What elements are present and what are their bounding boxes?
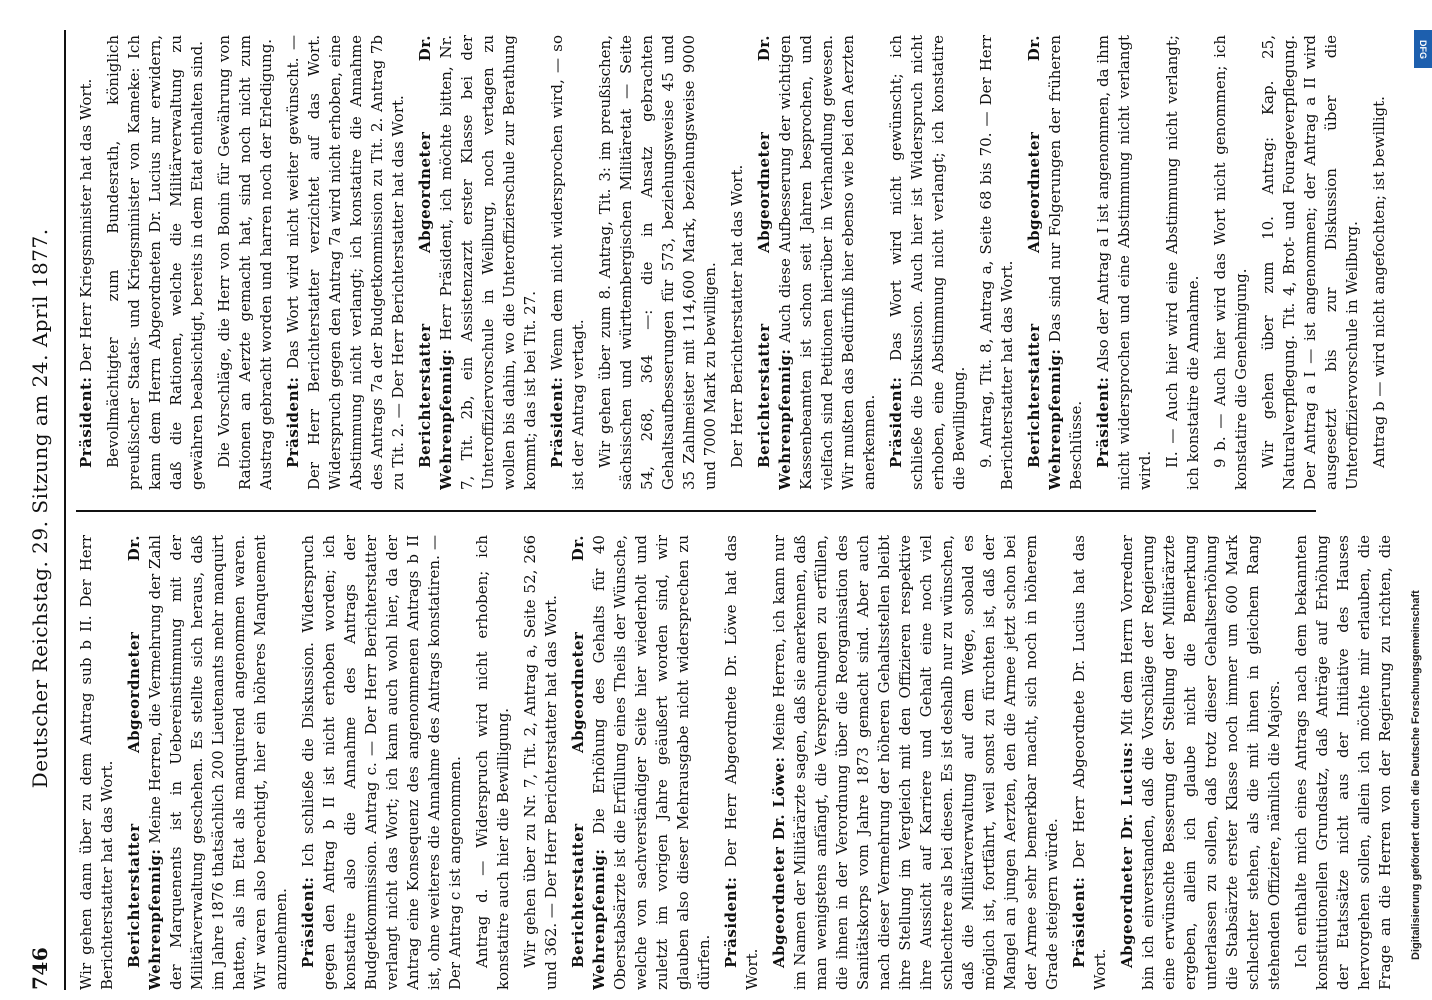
paragraph-text: Meine Herren, die Vermehrung der Zahl der Marquenents ist in Uebereinstimmung mit der Militärverwaltung geschehen. Es stellte sich heraus, daß im Jahre 1876 thatsächlich 200 Lieutenants mehr manquirt hatten, als im Etat als manquirend angenommen waren. Wir waren also berechtigt, hier ein höheres Manquement anzunehmen. [146,535,290,990]
paragraph-text: Auch diese Aufbesserung der wichtigen Kassenbeamten ist schon seit Jahren besprochen, und vielfach sind Petitionen hierüber in Verhandlung gewesen. Wir mußten das Bedürfniß hier ebenso wie bei den Aerzten anerkennen. [776,35,878,490]
paragraph [1162,35,1204,490]
paragraph [547,35,589,490]
digitization-note: Digitalisierung gefördert durch die Deutsche Forschungsgemeinschaft [1410,590,1422,960]
paragraph-text: Herr Präsident, ich möchte bitten, Nr. 7, Tit. 2b, ein Assistenzarzt erster Klasse bei der Unteroffiziervorschule in Weilburg, noch vertagen zu wollen bis dahin, wo die Unteroffizierschule zur Berathung kommt; das ist bei Tit. 27. [437,35,539,490]
paragraph-text: Der Herr Abgeordnete Dr. Lucius hat das Wort. [1070,535,1109,990]
paragraph-text: Das Wort wird nicht gewünscht; ich schließe die Diskussion. Auch hier ist Widerspruch nicht erhoben, eine Abstimmung nicht verlangt; ich konstatire die Bewilligung. [887,35,968,490]
side-note [1410,40,1428,960]
paragraph [976,35,1018,490]
paragraph-text: Wir gehen über zum 8. Antrag, Tit. 3: im preußischen, sächsischen und württembergischen Militäretat — Seite 54, 268, 364 —: die in Ansatz gebrachten Gehaltsaufbesserungen für 573, beziehungsweise 45 und 35 Zahlmeister mit 114,600 Mark, beziehungsweise 9000 und 7000 Mark zu bewilligen. [596,35,719,490]
paragraph-text: Die Vorschläge, die Herr von Bonin für Gewährung von Rationen an Aerzte gemacht hat, sind noch nicht zum Austrag gebracht worden und harren noch der Erledigung. [215,35,275,490]
paragraph [886,35,970,490]
paragraph [754,35,880,490]
paragraph-text: 9 b. — Auch hier wird das Wort nicht genommen; ich konstatire die Genehmigung. [1211,35,1250,490]
paragraph [103,35,208,490]
paragraph-text: Das Wort wird nicht weiter gewünscht. — Der Herr Berichterstatter verzichtet auf das Wort. Widerspruch gegen den Antrag 7a wird nicht erhoben, eine Abstimmung nicht verlangt; ich konstatire die Annahme des Antrags 7a der Budgetkommission zu Tit. 2. Antrag 7b zu Tit. 2. — Der Herr Berichterstatter hat das Wort. [284,35,407,490]
paragraph [472,535,514,990]
speaker-label: Präsident: [722,876,740,968]
paragraph-text: Das sind nur Folgerungen der früheren Beschlüsse. [1046,35,1085,490]
page [20,30,1400,990]
paragraph-text: Wir gehen über zum 10. Antrag: Kap. 25, Naturalverpflegung. Tit. 4, Brot- und Fourageverpflegung. Der Antrag a I — ist angenommen; der Antrag a II wird ausgesetzt bis zur Diskussion über die Unteroffiziervorschule in Weilburg. [1259,35,1361,490]
speaker-label: Präsident: [284,376,302,468]
paragraph-text: Antrag d. — Widerspruch wird nicht erhoben; ich konstatire auch hier die Bewilligung. [473,535,512,990]
speaker-label: Abgeordneter Dr. Lucius: [1118,741,1136,968]
paragraph-text: Der Herr Berichterstatter hat das Wort. [728,164,746,468]
speaker-label: Berichterstatter Abgeordneter Dr. Wehrenpfennig: [569,535,608,990]
paragraph [76,35,97,490]
paragraph [415,35,541,490]
paragraph-text: Der Herr Kriegsminister hat das Wort. [77,78,95,372]
paragraph [595,35,721,490]
paragraph [769,535,1063,990]
paragraph-text: Also der Antrag a I ist angenommen, da ihm nicht widersprochen und eine Abstimmung nicht verlangt wird. [1094,35,1154,490]
page-header [20,30,60,990]
paragraph [124,535,292,990]
speaker-label: Berichterstatter Abgeordneter Dr. Wehrenpfennig: [416,35,455,490]
speaker-label: Präsident: [299,876,317,968]
paragraph [1093,35,1156,490]
paragraph-text: 9. Antrag, Tit. 8, Antrag a, Seite 68 bis 70. — Der Herr Berichterstatter hat das Wort. [977,35,1016,490]
paragraph-text: Meine Herren, ich kann nur im Namen der Militärärzte sagen, daß sie anerkennen, daß man wenigstens anfängt, die Versprechungen zu erfüllen, die ihnen in der Verordnung über die Reorganisation des Sanitätskorps vom Jahre 1873 gemacht sind. Aber auch nach dieser Vermehrung der höheren Gehaltsstellen bleibt ihre Stellung im Vergleich mit den Offizieren respektive ihre Aussicht auf Karriere und Gehalt eine noch viel schlechtere als bei diesen. Es ist deshalb nur zu wünschen, daß die Militärverwaltung auf dem Wege, sobald es möglich ist, fortfährt, weil sonst zu fürchten ist, daß der Mangel an jungen Aerzten, den die Armee jetzt schon bei der Armee sehr bemerkbar macht, sich noch in höherem Grade steigern würde. [770,535,1061,990]
paragraph-text: Ich schließe die Diskussion. Widerspruch gegen den Antrag b II ist nicht erhoben worden; ich konstatire also die Annahme des Antrags der Budgetkommission. Antrag c. — Der Herr Berichterstatter verlangt nicht das Wort; ich kann auch wohl hier, da der Antrag eine Konsequenz des angenommenen Antrags b II ist, ohne weiteres die Annahme des Antrags konstatiren. — Der Antrag c ist angenommen. [299,535,464,990]
paragraph-text: Bevollmächtigter zum Bundesrath, königlich preußischer Staats- und Kriegsminister von Kameke: Ich kann dem Herrn Abgeordneten Dr. Lucius nur erwidern, daß die Rationen, welche die Militärverwaltung zu gewähren beabsichtigt, bereits in dem Etat enthalten sind. [104,35,206,490]
paragraph [568,535,715,990]
paragraph-text: Der Herr Abgeordnete Dr. Löwe hat das Wort. [722,535,761,990]
speaker-label: Berichterstatter Abgeordneter Dr. Wehrenpfennig: [125,535,164,990]
speaker-label: Abgeordneter Dr. Löwe: [770,756,788,968]
paragraph [1117,535,1285,990]
paragraph [214,35,277,490]
left-column [76,535,1396,990]
paragraph [1210,35,1252,490]
speaker-label: Präsident: [887,376,905,468]
paragraph [298,535,466,990]
paragraph-text: Wir gehen dann über zu dem Antrag sub b II. Der Herr Berichterstatter hat das Wort. [77,535,116,990]
paragraph-text: Mit dem Herrn Vorredner bin ich einverstanden, daß die Vorschläge der Regierung eine erwünschte Besserung der Stellung der Militärärzte ergeben, allein ich glaube nicht die Bemerkung unterlassen zu sollen, daß trotz dieser Gehaltserhöhung die Stabsärzte erster Klasse noch immer um 600 Mark schlechter stehen, als die mit ihnen in gleichem Rang stehenden Offiziere, nämlich die Majors. [1118,535,1283,990]
speaker-label: Berichterstatter Abgeordneter Dr. Wehrenpfennig: [755,35,794,490]
header-rule [64,30,66,990]
paragraph [1369,35,1390,490]
paragraph-text: Wir gehen über zu Nr. 7, Tit. 2, Antrag a, Seite 52, 266 und 362. — Der Herr Berichterstatter hat das Wort. [521,535,560,990]
paragraph [520,535,562,990]
right-column [76,35,1396,490]
page-number: 746 [28,946,52,990]
paragraph-text: II. — Auch hier wird eine Abstimmung nicht verlangt; ich konstatire die Annahme. [1163,35,1202,490]
paragraph [1291,535,1396,990]
speaker-label: Präsident: [1070,876,1088,968]
paragraph [721,535,763,990]
paragraph [1024,35,1087,490]
paragraph [283,35,409,490]
speaker-label: Berichterstatter Abgeordneter Dr. Wehrenpfennig: [1025,35,1064,490]
speaker-label: Präsident: [548,376,566,468]
paragraph [76,535,118,990]
paragraph [1069,535,1111,990]
column-divider [76,510,1316,512]
paragraph-text: Ich enthalte mich eines Antrags nach dem bekannten konstitutionellen Grundsatz, daß Anträge auf Erhöhung der Etatssätze nicht aus der Initiative des Hauses hervorgehen sollen, allein ich möchte mir erlauben, die Frage an die Herren von der Regierung zu richten, die [1292,535,1394,990]
page-title: Deutscher Reichstag. 29. Sitzung am 24. April 1877. [28,228,52,789]
speaker-label: Präsident: [1094,376,1112,468]
dfg-badge: DFG [1414,30,1432,68]
paragraph-text: Wenn dem nicht widersprochen wird, — so ist der Antrag vertagt. [548,35,587,490]
speaker-label: Präsident: [77,376,95,468]
paragraph-text: Antrag b — wird nicht angefochten; ist bewilligt. [1370,96,1388,468]
paragraph-text: Die Erhöhung des Gehalts für 40 Oberstabsärzte ist die Erfüllung eines Theils der Wünsche, welche von sachverständiger Seite hier wiederholt und zuletzt im vorigen Jahre geäußert worden sind, wir glauben also dieser Mehrausgabe nicht widersprechen zu dürfen. [590,535,713,990]
paragraph [1258,35,1363,490]
paragraph [727,35,748,490]
